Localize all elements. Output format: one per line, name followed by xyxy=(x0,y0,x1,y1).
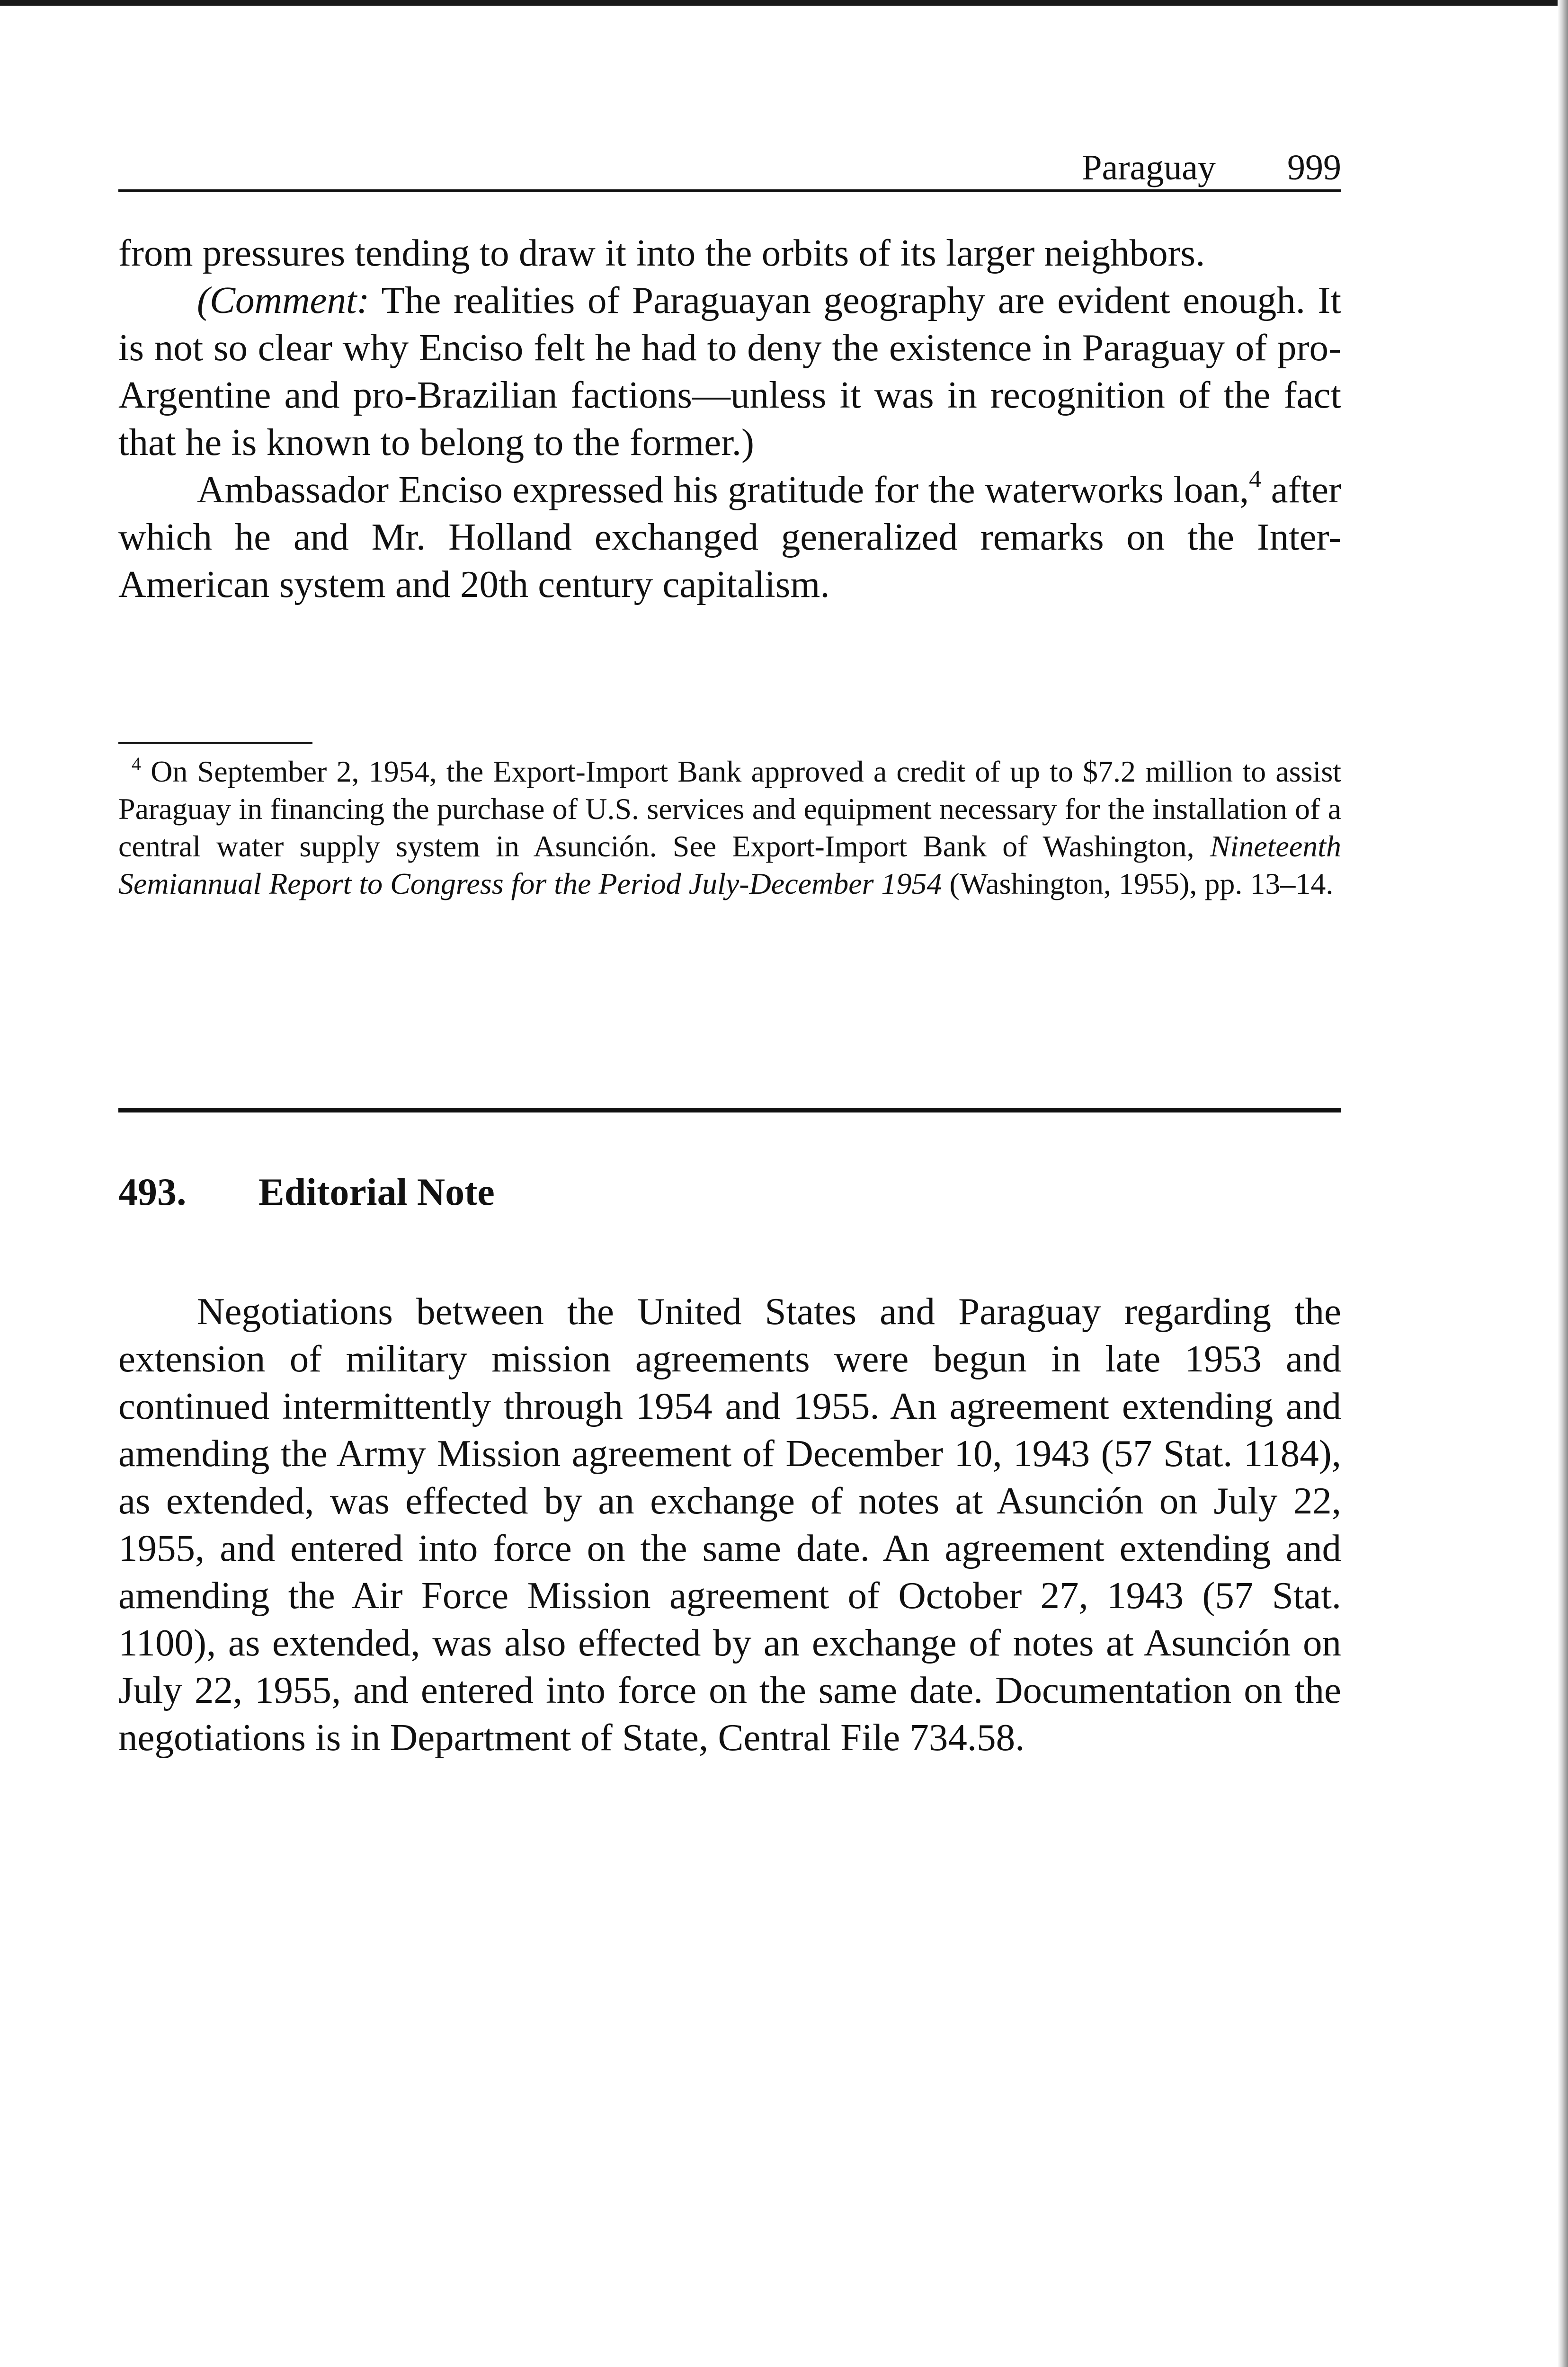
footnote xyxy=(118,753,1341,902)
paragraph-gratitude xyxy=(118,466,1341,608)
section-title: Editorial Note xyxy=(258,1170,495,1213)
section-divider xyxy=(118,1108,1341,1112)
paragraph-comment xyxy=(118,276,1341,466)
continued-text-block xyxy=(118,229,1341,608)
editorial-note-body: Negotiations between the United States and Paraguay regarding the extension of military mission agreements were begun in late 1953 and continued intermittently through 1954 and 1955. An agreement extending and amending the Army Mission agreement of December 10, 1943 (57 Stat. 1184), as extended, was effected by an exchange of notes at Asunción on July 22, 1955, and entered into force on the same date. An agreement extending and amending the Air Force Mission agreement of October 27, 1943 (57 Stat. 1100), as extended, was also effected by an exchange of notes at Asunción on July 22, 1955, and entered into force on the same date. Documentation on the negotiations is in Department of State, Central File 734.58. xyxy=(118,1290,1341,1759)
gratitude-text-start: Ambassador Enciso expressed his gratitude for the waterworks loan, xyxy=(197,468,1249,511)
footnote-report-title: Nineteenth Semiannual Report to Congress for the Period July-December 1954 xyxy=(118,829,1341,900)
running-head-title: Paraguay xyxy=(1082,148,1216,187)
editorial-note-block xyxy=(118,1288,1341,1761)
footnote-reference: 4 xyxy=(1249,466,1262,493)
running-head xyxy=(118,137,1341,192)
page-top-edge xyxy=(0,0,1568,6)
gratitude-text-end: after which he and Mr. Holland exchanged generalized remarks on the Inter-American system and 20th century capitalism. xyxy=(118,468,1341,605)
section-heading xyxy=(118,1168,495,1216)
footnote-separator xyxy=(118,742,312,744)
footnote-text-start: On September 2, 1954, the Export-Import Bank approved a credit of up to $7.2 million to assist Paraguay in financing the purchase of U.S. services and equipment necessary for the installation of a central water supply system in Asunción. See Export-Import Bank of Washington, xyxy=(118,755,1341,863)
paragraph-continued: from pressures tending to draw it into the orbits of its larger neighbors. xyxy=(118,231,1205,274)
comment-text: The realities of Paraguayan geography are evident enough. It is not so clear why Enciso felt he had to deny the existence in Paraguay of pro-Argentine and pro-Brazilian factions—unless it was in recognition of the fact that he is known to belong to the former.) xyxy=(118,279,1341,463)
footnote-paragraph xyxy=(118,753,1341,902)
footnote-marker: 4 xyxy=(132,753,141,774)
page-right-edge xyxy=(1558,0,1568,2367)
footnote-text-end: (Washington, 1955), pp. 13–14. xyxy=(942,867,1334,900)
comment-label: (Comment: xyxy=(197,279,370,321)
page-number: 999 xyxy=(1287,148,1341,187)
section-number: 493. xyxy=(118,1170,187,1213)
